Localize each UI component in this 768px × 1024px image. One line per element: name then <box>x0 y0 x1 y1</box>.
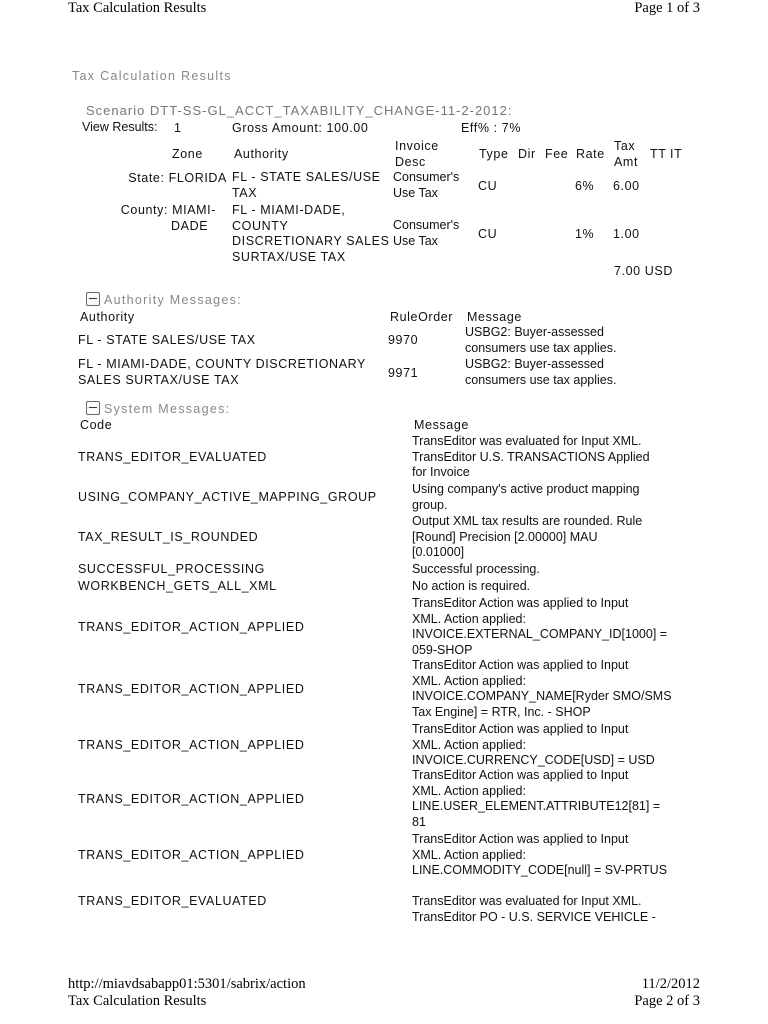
authority-messages-title: Authority Messages: <box>104 293 242 307</box>
col-tax-amt-line2: Amt <box>614 154 639 169</box>
sys-row-code: TRANS_EDITOR_EVALUATED <box>78 450 267 464</box>
view-results-value: 1 <box>174 121 182 135</box>
row2-authority-line3: DISCRETIONARY SALES <box>232 234 390 248</box>
sys-row-message-line: for Invoice <box>412 465 470 479</box>
sys-col-code: Code <box>80 418 113 432</box>
sys-row-message-line: TransEditor U.S. TRANSACTIONS Applied <box>412 449 650 464</box>
auth-col-ruleorder: RuleOrder <box>390 310 454 324</box>
auth-row2-authority-line2: SALES SURTAX/USE TAX <box>78 372 240 387</box>
row2-authority-line4: SURTAX/USE TAX <box>232 249 346 264</box>
col-invoice-desc-line1: Invoice <box>395 139 439 153</box>
col-tt: TT <box>650 147 667 161</box>
auth-row1-authority: FL - STATE SALES/USE TAX <box>78 333 256 347</box>
auth-row1-rule: 9970 <box>388 333 419 347</box>
sys-row-message-line: [0.01000] <box>412 545 465 559</box>
sys-row-message-line: INVOICE.EXTERNAL_COMPANY_ID[1000] = <box>412 627 668 641</box>
print-footer-url: http://miavdsabapp01:5301/sabrix/action <box>68 976 306 992</box>
sys-row-message-line: 059-SHOP <box>412 642 473 657</box>
sys-row-message <box>412 894 656 925</box>
row1-desc-line2: Use Tax <box>393 185 438 200</box>
sys-row-code: TRANS_EDITOR_EVALUATED <box>78 894 267 908</box>
system-messages-header[interactable] <box>86 401 230 416</box>
sys-row-code: SUCCESSFUL_PROCESSING <box>78 562 265 576</box>
tax-total: 7.00 USD <box>614 264 673 278</box>
authority-messages-header[interactable] <box>86 292 242 307</box>
gross-amount: Gross Amount: 100.00 <box>232 121 369 135</box>
scenario-title: Scenario DTT-SS-GL_ACCT_TAXABILITY_CHANGE-11-2-2012: <box>86 103 513 118</box>
auth-row2-msg-line1: USBG2: Buyer-assessed <box>465 357 604 371</box>
row1-desc-line1: Consumer's <box>393 170 460 184</box>
sys-row-message-line: XML. Action applied: <box>412 673 526 688</box>
sys-row-message-line: Output XML tax results are rounded. Rule <box>412 514 643 528</box>
col-rate: Rate <box>576 147 605 161</box>
row2-authority <box>232 203 390 265</box>
row1-authority-line1: FL - STATE SALES/USE <box>232 170 381 184</box>
sys-row-message-line: 81 <box>412 814 426 829</box>
row1-type: CU <box>478 179 498 193</box>
sys-row-code: TRANS_EDITOR_ACTION_APPLIED <box>78 848 305 862</box>
sys-row-message <box>412 722 655 769</box>
row1-tax-amt: 6.00 <box>613 179 640 193</box>
sys-row-message-line: Successful processing. <box>412 562 540 576</box>
view-results-label: View Results: <box>82 120 158 134</box>
row2-zone-line1: County: MIAMI- <box>120 203 216 217</box>
sys-row-message-line: [Round] Precision [2.00000] MAU <box>412 529 598 544</box>
sys-row-code: USING_COMPANY_ACTIVE_MAPPING_GROUP <box>78 490 377 504</box>
sys-row-message-line: TransEditor was evaluated for Input XML. <box>412 894 642 908</box>
row1-rate: 6% <box>575 179 595 193</box>
auth-row2-authority-line1: FL - MIAMI-DADE, COUNTY DISCRETIONARY <box>78 357 366 371</box>
col-invoice-desc-line2: Desc <box>395 154 426 169</box>
sys-row-message-line: LINE.USER_ELEMENT.ATTRIBUTE12[81] = <box>412 799 661 813</box>
auth-row2-authority <box>78 357 366 388</box>
collapse-minus-icon[interactable] <box>86 401 100 415</box>
sys-row-message-line: TransEditor was evaluated for Input XML. <box>412 434 642 448</box>
sys-row-code: WORKBENCH_GETS_ALL_XML <box>78 579 277 593</box>
row2-rate: 1% <box>575 227 595 241</box>
row2-type: CU <box>478 227 498 241</box>
row2-zone-line2: DADE <box>171 219 209 233</box>
row1-authority-line2: TAX <box>232 185 258 200</box>
sys-row-message-line: No action is required. <box>412 579 531 593</box>
page-title: Tax Calculation Results <box>72 69 232 83</box>
sys-row-message <box>412 562 540 578</box>
sys-row-message <box>412 514 642 561</box>
row2-desc-line2: Use Tax <box>393 233 438 248</box>
sys-row-message-line: XML. Action applied: <box>412 611 526 626</box>
col-fee: Fee <box>545 147 569 161</box>
sys-row-message-line: TransEditor Action was applied to Input <box>412 768 629 782</box>
sys-row-message <box>412 658 672 720</box>
sys-row-message <box>412 579 530 595</box>
sys-row-message-line: INVOICE.CURRENCY_CODE[USD] = USD <box>412 753 655 767</box>
auth-col-authority: Authority <box>80 310 135 324</box>
row1-invoice-desc <box>393 170 459 201</box>
sys-row-message <box>412 434 650 481</box>
system-messages-title: System Messages: <box>104 402 231 416</box>
sys-row-code: TAX_RESULT_IS_ROUNDED <box>78 530 259 544</box>
auth-row1-msg-line1: USBG2: Buyer-assessed <box>465 325 604 339</box>
sys-row-message <box>412 768 660 830</box>
sys-row-message-line: group. <box>412 497 448 512</box>
auth-row1-message <box>465 325 616 356</box>
row1-authority <box>232 170 381 201</box>
row2-authority-line2: COUNTY <box>232 218 289 233</box>
row2-tax-amt: 1.00 <box>613 227 640 241</box>
sys-row-message-line: Using company's active product mapping <box>412 482 640 496</box>
auth-row2-message <box>465 357 616 388</box>
sys-row-message-line: Tax Engine] = RTR, Inc. - SHOP <box>412 704 591 719</box>
sys-row-message <box>412 482 640 513</box>
row2-desc-line1: Consumer's <box>393 218 460 232</box>
sys-row-message-line: XML. Action applied: <box>412 737 526 752</box>
auth-col-message: Message <box>467 310 522 324</box>
collapse-minus-icon[interactable] <box>86 292 100 306</box>
print-header-title: Tax Calculation Results <box>68 0 207 16</box>
col-tax-amt <box>614 139 638 170</box>
sys-row-code: TRANS_EDITOR_ACTION_APPLIED <box>78 620 305 634</box>
col-zone: Zone <box>172 147 203 161</box>
sys-row-message-line: TransEditor Action was applied to Input <box>412 722 629 736</box>
auth-row1-msg-line2: consumers use tax applies. <box>465 340 617 355</box>
sys-row-message <box>412 832 667 879</box>
sys-row-message-line: TransEditor PO - U.S. SERVICE VEHICLE - <box>412 909 656 924</box>
row2-invoice-desc <box>393 218 459 249</box>
row2-authority-line1: FL - MIAMI-DADE, <box>232 203 346 217</box>
sys-row-code: TRANS_EDITOR_ACTION_APPLIED <box>78 792 305 806</box>
sys-row-message-line: TransEditor Action was applied to Input <box>412 596 629 610</box>
print-footer-page: Page 2 of 3 <box>634 993 700 1009</box>
sys-row-code: TRANS_EDITOR_ACTION_APPLIED <box>78 738 305 752</box>
sys-row-code: TRANS_EDITOR_ACTION_APPLIED <box>78 682 305 696</box>
col-dir: Dir <box>518 147 536 161</box>
print-footer-title: Tax Calculation Results <box>68 993 207 1009</box>
row2-zone <box>121 203 216 219</box>
sys-row-message-line: INVOICE.COMPANY_NAME[Ryder SMO/SMS <box>412 689 672 703</box>
sys-row-message-line: TransEditor Action was applied to Input <box>412 832 629 846</box>
col-invoice-desc <box>395 139 439 170</box>
sys-row-message <box>412 596 667 658</box>
print-header-page: Page 1 of 3 <box>634 0 700 16</box>
col-it: IT <box>670 147 683 161</box>
sys-row-message-line: XML. Action applied: <box>412 783 526 798</box>
sys-col-message: Message <box>414 418 469 432</box>
row1-zone: State: FLORIDA <box>128 171 227 185</box>
sys-row-message-line: XML. Action applied: <box>412 847 526 862</box>
sys-row-message-line: TransEditor Action was applied to Input <box>412 658 629 672</box>
print-footer-date: 11/2/2012 <box>641 976 700 992</box>
col-authority: Authority <box>234 147 289 161</box>
auth-row2-msg-line2: consumers use tax applies. <box>465 372 617 387</box>
sys-row-message-line: LINE.COMMODITY_CODE[null] = SV-PRTUS <box>412 863 668 877</box>
effective-percent: Eff% : 7% <box>461 121 522 135</box>
auth-row2-rule: 9971 <box>388 366 419 380</box>
col-tax-amt-line1: Tax <box>614 139 636 153</box>
col-type: Type <box>479 147 509 161</box>
